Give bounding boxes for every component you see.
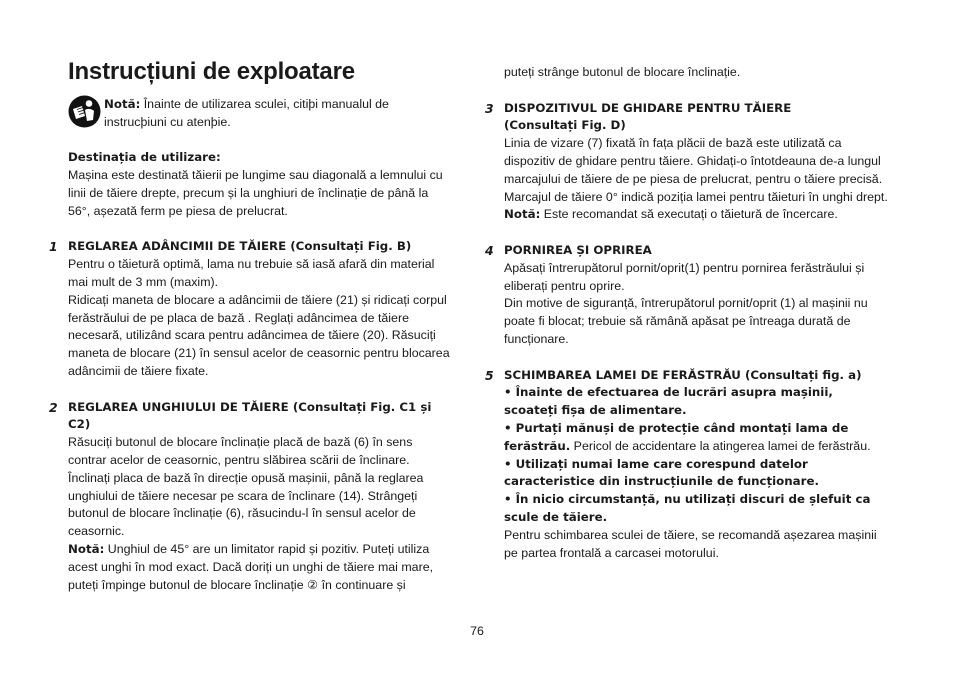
section-heading-ref: (Consultați Fig. D): [504, 118, 626, 133]
note-text: Este recomandat să executați o tăietură de încercare.: [540, 207, 838, 222]
note-label: Notă:: [504, 207, 541, 222]
section-text: Răsuciți butonul de blocare înclinație placă de bază (6) în sens contrar acelor de ceasornic, pentru slăbirea scării de înclinare. Înclinați placa de bază în direcție opusă mașinii, până la reglarea unghiului de tăiere necesar pe scara de înclinare (14). Strângeți butonul de blocare înclinație (6), răsucindu-l în sensul acelor de ceasornic.: [68, 435, 424, 539]
section-heading: REGLAREA UNGHIULUI DE TĂIERE: [68, 399, 289, 414]
section-number: 1: [49, 239, 58, 255]
section-text: Linia de vizare (7) fixată în fața plăcii de bază este utilizată ca dispozitiv de ghidare pentru tăiere. Ghidați-o întotdeauna de-a lungul marcajului de tăiere de pe piesa de prelucrat, pentru o tăiere precisă.: [504, 136, 883, 186]
warning-bullet: • Purtați mănuși de protecție când montați lama de ferăstrău.: [504, 420, 849, 453]
section-heading: REGLAREA ADÂNCIMII DE TĂIERE: [68, 239, 287, 254]
section-number: 5: [485, 367, 494, 383]
warning-bullet: • Înainte de efectuarea de lucrări asupra mașinii, scoateți fișa de alimentare.: [504, 385, 833, 418]
warning-bullet: • Utilizați numai lame care corespund datelor caracteristice din instrucțiunile de funcționare.: [504, 456, 819, 489]
section-5: [485, 367, 888, 563]
warning-bullet: • În nicio circumstanță, nu utilizați discuri de șlefuit ca scule de tăiere.: [504, 492, 871, 524]
section-1: [49, 238, 452, 380]
destination-label: Destinația de utilizare:: [68, 150, 221, 165]
section-heading: DISPOZITIVUL DE GHIDARE PENTRU TĂIERE: [504, 100, 792, 115]
section-heading: PORNIREA ȘI OPRIREA: [504, 242, 652, 257]
right-column: [485, 64, 888, 562]
read-manual-icon: [68, 95, 101, 128]
warning-bullet-text: Pericol de accidentare la atingerea lamei de ferăstrău.: [570, 438, 871, 453]
note-label: Notă:: [104, 97, 141, 111]
section-heading-ref: (Consultați fig. a): [740, 367, 862, 382]
page-title: Instrucțiuni de exploatare: [68, 58, 355, 85]
left-column: [49, 96, 452, 594]
page-number: 76: [470, 624, 484, 638]
note-label: Notă:: [68, 541, 105, 556]
section-2: [49, 399, 452, 595]
section-text: Din motive de siguranță, întrerupătorul pornit/oprit (1) al mașinii nu poate fi blocat; trebuie să rămână apăsat pe întreaga durată de funcționare.: [504, 296, 868, 346]
section-number: 4: [485, 242, 494, 258]
section-heading-ref: (Consultați Fig. B): [286, 239, 412, 254]
section-heading: SCHIMBAREA LAMEI DE FERĂSTRĂU: [504, 367, 741, 382]
section-text: Marcajul de tăiere 0° indică poziția lamei pentru tăieturi în unghi drept.: [504, 189, 888, 204]
section-3: [485, 100, 888, 225]
section-text: Ridicați maneta de blocare a adâncimii de tăiere (21) și ridicați corpul ferăstrăului de pe placa de bază . Reglați adâncimea de tăiere necesară, utilizând scara pentru adâncimea de tăiere (20). Răsuciți maneta de blocare (21) în sensul acelor de ceasornic pentru blocarea adâncimii de tăiere fixate.: [68, 292, 450, 378]
section-4: [485, 242, 888, 349]
section-number: 3: [485, 100, 494, 116]
destination-text: Mașina este destinată tăierii pe lungime sau diagonală a lemnului cu linii de tăiere drepte, precum și la unghiuri de înclinație de până la 56°, așezată ferm pe piesa de prelucrat.: [68, 168, 443, 218]
section-number: 2: [49, 399, 58, 415]
section-text: Apăsați întrerupătorul pornit/oprit(1) pentru pornirea ferăstrăului și eliberați pentru oprire.: [504, 260, 865, 293]
section-text: Pentru schimbarea sculei de tăiere, se recomandă așezarea mașinii pe partea frontală a carcasei motorului.: [504, 527, 877, 560]
note-text: Înainte de utilizarea sculei, citiþi manualul de instrucþiuni cu atenþie.: [104, 97, 389, 129]
section-text: Pentru o tăietură optimă, lama nu trebuie să iasă afară din material mai mult de 3 mm (maxim).: [68, 257, 435, 289]
section-2-continued: puteți strânge butonul de blocare înclinație.: [504, 65, 741, 79]
intro-note: [68, 96, 452, 132]
section-heading-ref: (Consultați Fig. C1 și C2): [68, 399, 432, 432]
note-text: Unghiul de 45° are un limitator rapid și pozitiv. Puteți utiliza acest unghi în mod exact. Dacă doriți un unghi de tăiere mai mare, puteți împinge butonul de blocare înclinație ② în continuare și: [68, 541, 434, 592]
